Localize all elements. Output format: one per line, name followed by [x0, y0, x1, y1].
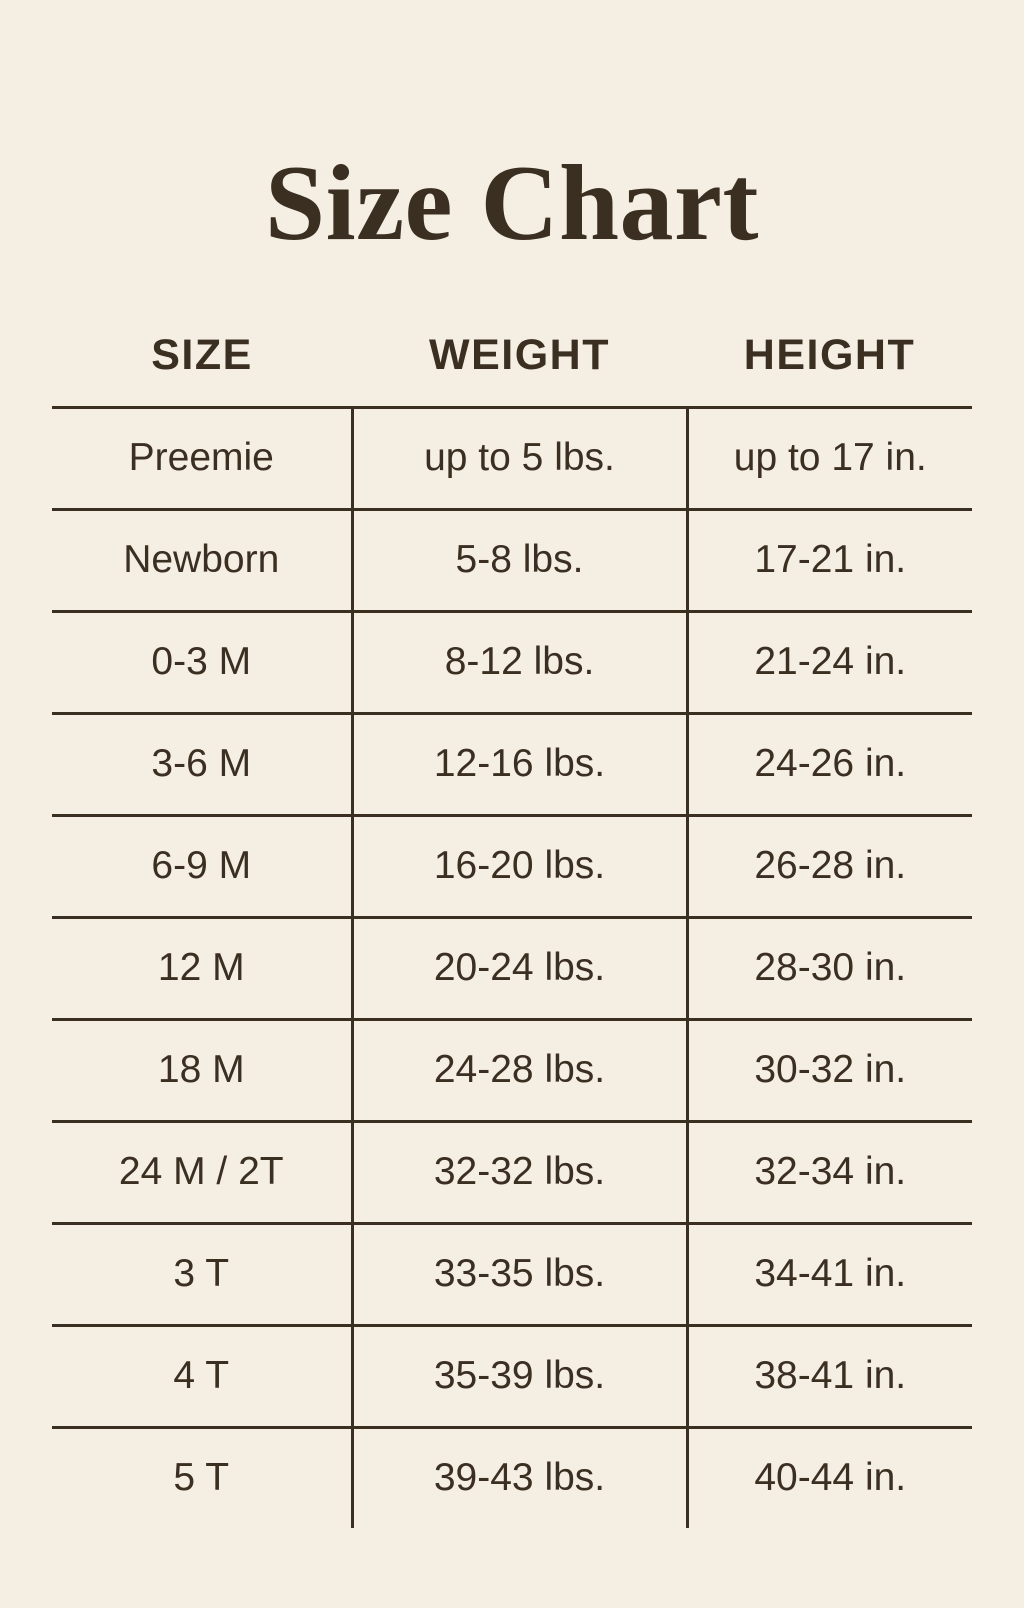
table-row: [52, 1223, 972, 1325]
cell-height: up to 17 in.: [687, 407, 972, 509]
table-row: [52, 611, 972, 713]
cell-size: Newborn: [52, 509, 352, 611]
table-header-row: [52, 331, 972, 408]
cell-size: 0-3 M: [52, 611, 352, 713]
cell-weight: 32-32 lbs.: [352, 1121, 687, 1223]
table-row: [52, 1325, 972, 1427]
cell-size: 5 T: [52, 1427, 352, 1528]
cell-weight: up to 5 lbs.: [352, 407, 687, 509]
cell-height: 17-21 in.: [687, 509, 972, 611]
table-row: [52, 917, 972, 1019]
cell-weight: 24-28 lbs.: [352, 1019, 687, 1121]
cell-size: Preemie: [52, 407, 352, 509]
cell-height: 34-41 in.: [687, 1223, 972, 1325]
table-row: [52, 1019, 972, 1121]
cell-size: 24 M / 2T: [52, 1121, 352, 1223]
cell-height: 30-32 in.: [687, 1019, 972, 1121]
cell-height: 40-44 in.: [754, 1456, 907, 1500]
page-title: Size Chart: [265, 144, 759, 264]
table-row: [52, 1121, 972, 1223]
column-header-size: SIZE: [52, 331, 352, 408]
column-header-height: HEIGHT: [687, 331, 972, 408]
table-row: [52, 509, 972, 611]
cell-height: 38-41 in.: [687, 1325, 972, 1427]
column-header-weight: WEIGHT: [352, 331, 687, 408]
cell-height: 28-30 in.: [687, 917, 972, 1019]
cell-weight: 5-8 lbs.: [352, 509, 687, 611]
cell-size: 6-9 M: [52, 815, 352, 917]
cell-weight: 20-24 lbs.: [352, 917, 687, 1019]
cell-weight: 33-35 lbs.: [352, 1223, 687, 1325]
cell-height: 32-34 in.: [687, 1121, 972, 1223]
table-row: [52, 713, 972, 815]
cell-size: 3-6 M: [52, 713, 352, 815]
cell-size: 4 T: [52, 1325, 352, 1427]
cell-size: 12 M: [52, 917, 352, 1019]
cell-weight: 35-39 lbs.: [352, 1325, 687, 1427]
cell-weight: 12-16 lbs.: [352, 713, 687, 815]
table-row: [52, 815, 972, 917]
size-chart-table: [52, 331, 972, 1528]
cell-weight: 8-12 lbs.: [352, 611, 687, 713]
cell-height: 24-26 in.: [687, 713, 972, 815]
cell-weight: 39-43 lbs.: [352, 1427, 687, 1528]
cell-weight: 16-20 lbs.: [352, 815, 687, 917]
cell-size: 3 T: [52, 1223, 352, 1325]
table-row: [52, 1427, 972, 1528]
table-row: [52, 407, 972, 509]
cell-height: 26-28 in.: [687, 815, 972, 917]
size-chart-page: [0, 72, 1024, 1608]
cell-size: 18 M: [52, 1019, 352, 1121]
cell-height: 21-24 in.: [687, 611, 972, 713]
table-header: [52, 331, 972, 408]
table-body: [52, 407, 972, 1528]
